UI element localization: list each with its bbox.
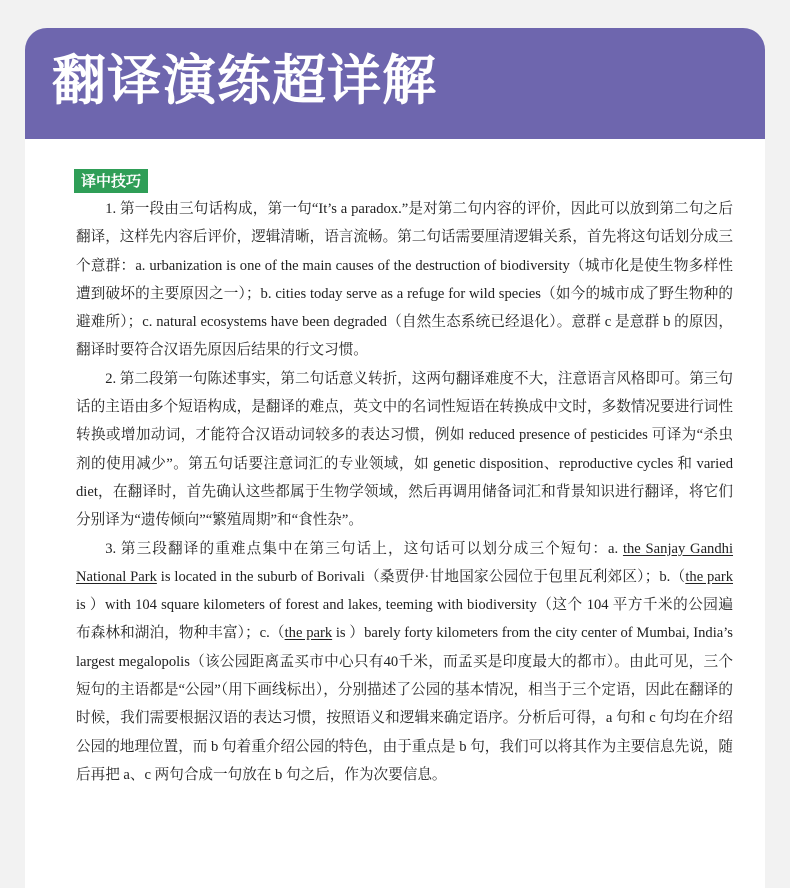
explanation-body xyxy=(76,195,733,789)
underlined-subject-2: the park xyxy=(685,568,733,585)
underlined-subject-1: the Sanjay Gandhi National Park xyxy=(76,540,734,585)
paragraph-3-text-4: is ）barely forty kilometers from the city center of Mumbai, India’s largest megalopolis（该公园距离孟买市中心只有40千米，而孟买是印度最大的都市）。由此可见，三个短句的主语都是“公园”（用下画线标出），分别描述了公园的基本情况，相当于三个定语，因此在翻译的时候，我们需要根据汉语的表达习惯，按照语义和逻辑来确定语序。分析后可得，a 句和 c 句均在介绍公园的地理位置，而 b 句着重介绍公园的特色，由于重点是 b 句，我们可以将其作为主要信息先说，随后再把 a、c 两句合成一句放在 b 句之后，作为次要信息。 xyxy=(76,625,733,783)
header-band xyxy=(25,28,765,139)
content-card xyxy=(25,139,765,888)
underlined-subject-3: the park xyxy=(284,625,333,642)
paragraph-1: 1. 第一段由三句话构成，第一句“It’s a paradox.”是对第二句内容的评价，因此可以放到第二句之后翻译，这样先内容后评价，逻辑清晰，语言流畅。第二句话需要厘清逻辑关系，首先将这句话划分成三个意群：a. urbanization is one of the main causes of the destruction of biodiversity（城市化是使生物多样性遭到破坏的主要原因之一）；b. cities today serve as a refuge for wild species（如今的城市成了野生物种的避难所）；c. natural ecosystems have been degraded（自然生态系统已经退化）。意群 c 是意群 b 的原因，翻译时要符合汉语先原因后结果的行文习惯。 xyxy=(76,201,733,359)
paragraph-3-text-3: is ）with 104 square kilometers of forest and lakes, teeming with biodiversity（这个 104 平方千米的公园遍布森林和湖泊，物种丰富）；c.（ xyxy=(76,597,733,642)
page-title: 翻译演练超详解 xyxy=(52,49,437,112)
section-tag: 译中技巧 xyxy=(74,169,148,193)
paragraph-2: 2. 第二段第一句陈述事实，第二句话意义转折，这两句翻译难度不大，注意语言风格即可。第三句话的主语由多个短语构成，是翻译的难点，英文中的名词性短语在转换成中文时，多数情况要进行词性转换或增加动词，才能符合汉语动词较多的表达习惯，例如 reduced presence of pesticides 可译为“杀虫剂的使用减少”。第五句话要注意词汇的专业领域，如 genetic disposition、reproductive cycles 和 varied diet，在翻译时，首先确认这些都属于生物学领域，然后再调用储备词汇和背景知识进行翻译，将它们分别译为“遗传倾向”“繁殖周期”和“食性杂”。 xyxy=(76,370,733,529)
paragraph-3-text-2: is located in the suburb of Borivali（桑贾伊·甘地国家公园位于包里瓦利郊区）；b.（ xyxy=(156,568,686,585)
paragraph-3 xyxy=(76,535,733,790)
paragraph-3-text-1: 3. 第三段翻译的重难点集中在第三句话上，这句话可以划分成三个短句：a. xyxy=(105,540,623,557)
